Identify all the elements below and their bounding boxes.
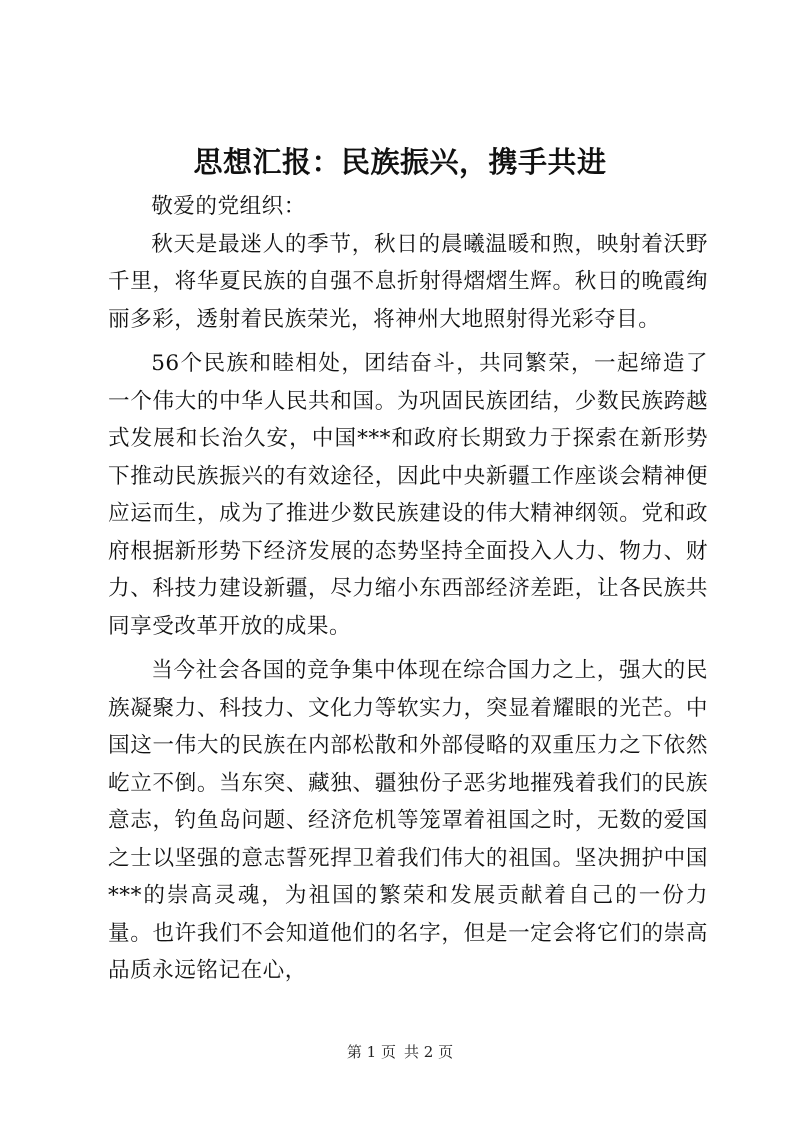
paragraph-3: 当今社会各国的竞争集中体现在综合国力之上，强大的民族凝聚力、科技力、文化力等软实力，突显着耀眼的光芒。中国这一伟大的民族在内部松散和外部侵略的双重压力之下依然屹立不倒。当东突、藏独、疆独份子恶劣地摧残着我们的民族意志，钓鱼岛问题、经济危机等笼罩着祖国之时，无数的爱国之士以坚强的意志誓死捍卫着我们伟大的祖国。坚决拥护中国***的崇高灵魂，为祖国的繁荣和发展贡献着自己的一份力量。也许我们不会知道他们的名字，但是一定会将它们的崇高品质永远铭记在心，	[108, 658, 708, 983]
paragraph-1: 秋天是最迷人的季节，秋日的晨曦温暖和煦，映射着沃野千里，将华夏民族的自强不息折射得熠熠生辉。秋日的晚霞绚丽多彩，透射着民族荣光，将神州大地照射得光彩夺目。	[108, 231, 708, 332]
page-footer	[0, 1042, 800, 1062]
paragraph-2: 56个民族和睦相处，团结奋斗，共同繁荣，一起缔造了一个伟大的中华人民共和国。为巩固民族团结，少数民族跨越式发展和长治久安，中国***和政府长期致力于探索在新形势下推动民族振兴的有效途径，因此中央新疆工作座谈会精神便应运而生，成为了推进少数民族建设的伟大精神纲领。党和政府根据新形势下经济发展的态势坚持全面投入人力、物力、财力、科技力建设新疆，尽力缩小东西部经济差距，让各民族共同享受改革开放的成果。	[108, 351, 708, 639]
salutation: 敬爱的党组织：	[151, 194, 306, 219]
page-number: 第 1 页	[346, 1043, 396, 1061]
page-total: 共 2 页	[404, 1043, 454, 1061]
document-title: 思想汇报：民族振兴，携手共进	[193, 145, 607, 179]
document-body	[108, 188, 708, 990]
